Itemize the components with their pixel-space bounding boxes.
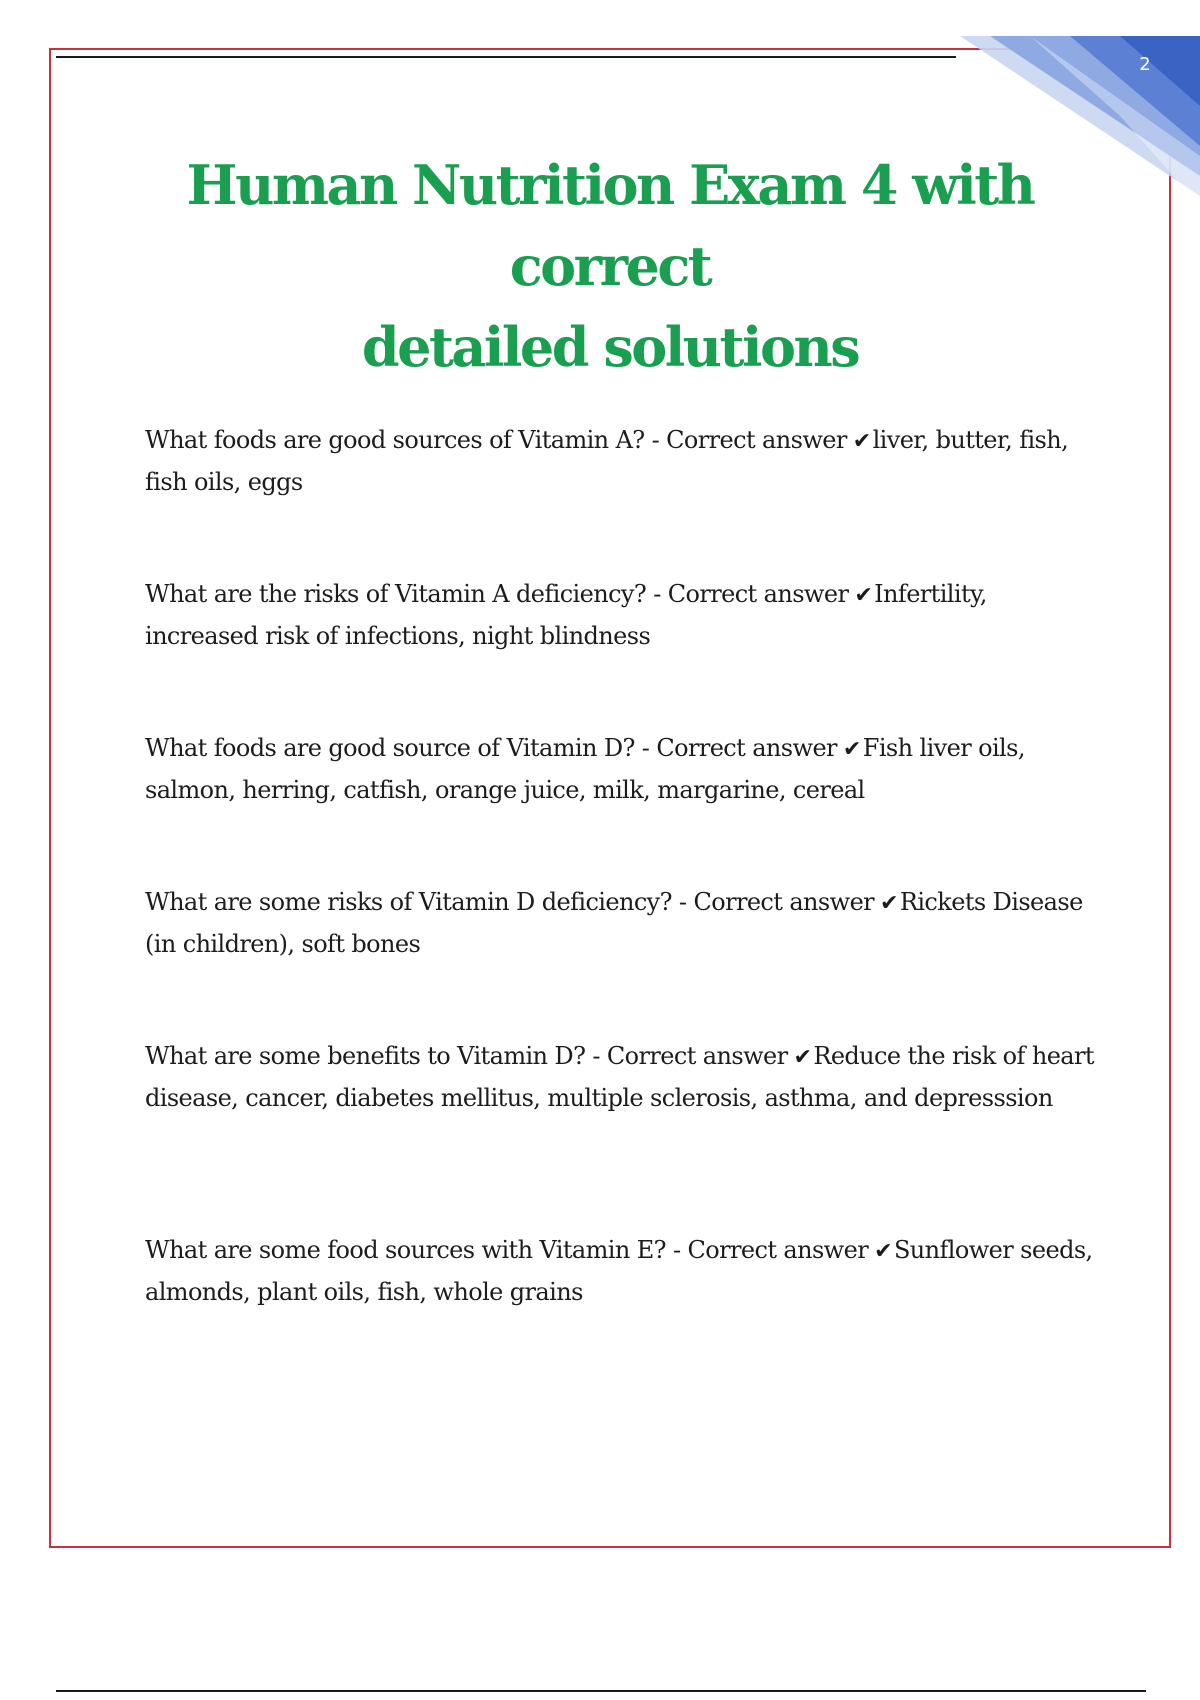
header-rule <box>56 56 956 58</box>
qa-item: What are the risks of Vitamin A deficiency? - Correct answer ✔Infertility, increased risk of infections, night blindness <box>145 574 1105 656</box>
qa-item: What are some food sources with Vitamin E? - Correct answer ✔Sunflower seeds, almonds, plant oils, fish, whole grains <box>145 1230 1105 1312</box>
footer-rule <box>56 1690 1146 1692</box>
qa-item: What are some risks of Vitamin D deficiency? - Correct answer ✔Rickets Disease (in children), soft bones <box>145 882 1105 964</box>
check-icon: ✔ <box>874 1239 892 1264</box>
document-title <box>110 145 1110 388</box>
check-icon: ✔ <box>854 583 873 608</box>
answer-label: Correct answer <box>667 580 849 608</box>
answer-label: Correct answer <box>606 1042 788 1070</box>
answer-text: Rickets Disease (in children), soft bones <box>145 888 1083 958</box>
answer-text: liver, butter, fish, fish oils, eggs <box>145 426 1069 496</box>
answer-label: Correct answer <box>656 734 837 762</box>
qa-item: What are some benefits to Vitamin D? - Correct answer ✔Reduce the risk of heart disease, cancer, diabetes mellitus, multiple sclerosis, asthma, and depresssion <box>145 1036 1105 1118</box>
question-text: What are some risks of Vitamin D deficiency? <box>145 888 672 916</box>
question-text: What are the risks of Vitamin A deficiency? <box>145 580 647 608</box>
check-icon: ✔ <box>852 429 871 454</box>
answer-text: Infertility, increased risk of infections, night blindness <box>145 580 987 650</box>
answer-text: Fish liver oils, salmon, herring, catfish, orange juice, milk, margarine, cereal <box>145 734 1025 804</box>
page-number: 2 <box>1139 54 1151 75</box>
answer-label: Correct answer <box>693 888 875 916</box>
title-line-1: Human Nutrition Exam 4 with correct <box>186 153 1034 298</box>
answer-text: Reduce the risk of heart disease, cancer, diabetes mellitus, multiple sclerosis, asthma, and depresssion <box>145 1042 1094 1112</box>
question-text: What foods are good sources of Vitamin A? <box>145 426 645 454</box>
question-text: What foods are good source of Vitamin D? <box>145 734 635 762</box>
qa-item: What foods are good source of Vitamin D? - Correct answer ✔Fish liver oils, salmon, herring, catfish, orange juice, milk, margarine, cereal <box>145 728 1105 810</box>
answer-label: Correct answer <box>687 1236 869 1264</box>
check-icon: ✔ <box>842 737 861 762</box>
check-icon: ✔ <box>880 891 898 916</box>
answer-text: Sunflower seeds, almonds, plant oils, fish, whole grains <box>145 1236 1093 1306</box>
answer-label: Correct answer <box>666 426 847 454</box>
qa-item: What foods are good sources of Vitamin A? - Correct answer ✔liver, butter, fish, fish oils, eggs <box>145 420 1105 502</box>
question-text: What are some food sources with Vitamin E? <box>145 1236 666 1264</box>
check-icon: ✔ <box>793 1045 812 1070</box>
question-text: What are some benefits to Vitamin D? <box>145 1042 586 1070</box>
title-line-2: detailed solutions <box>361 315 859 379</box>
